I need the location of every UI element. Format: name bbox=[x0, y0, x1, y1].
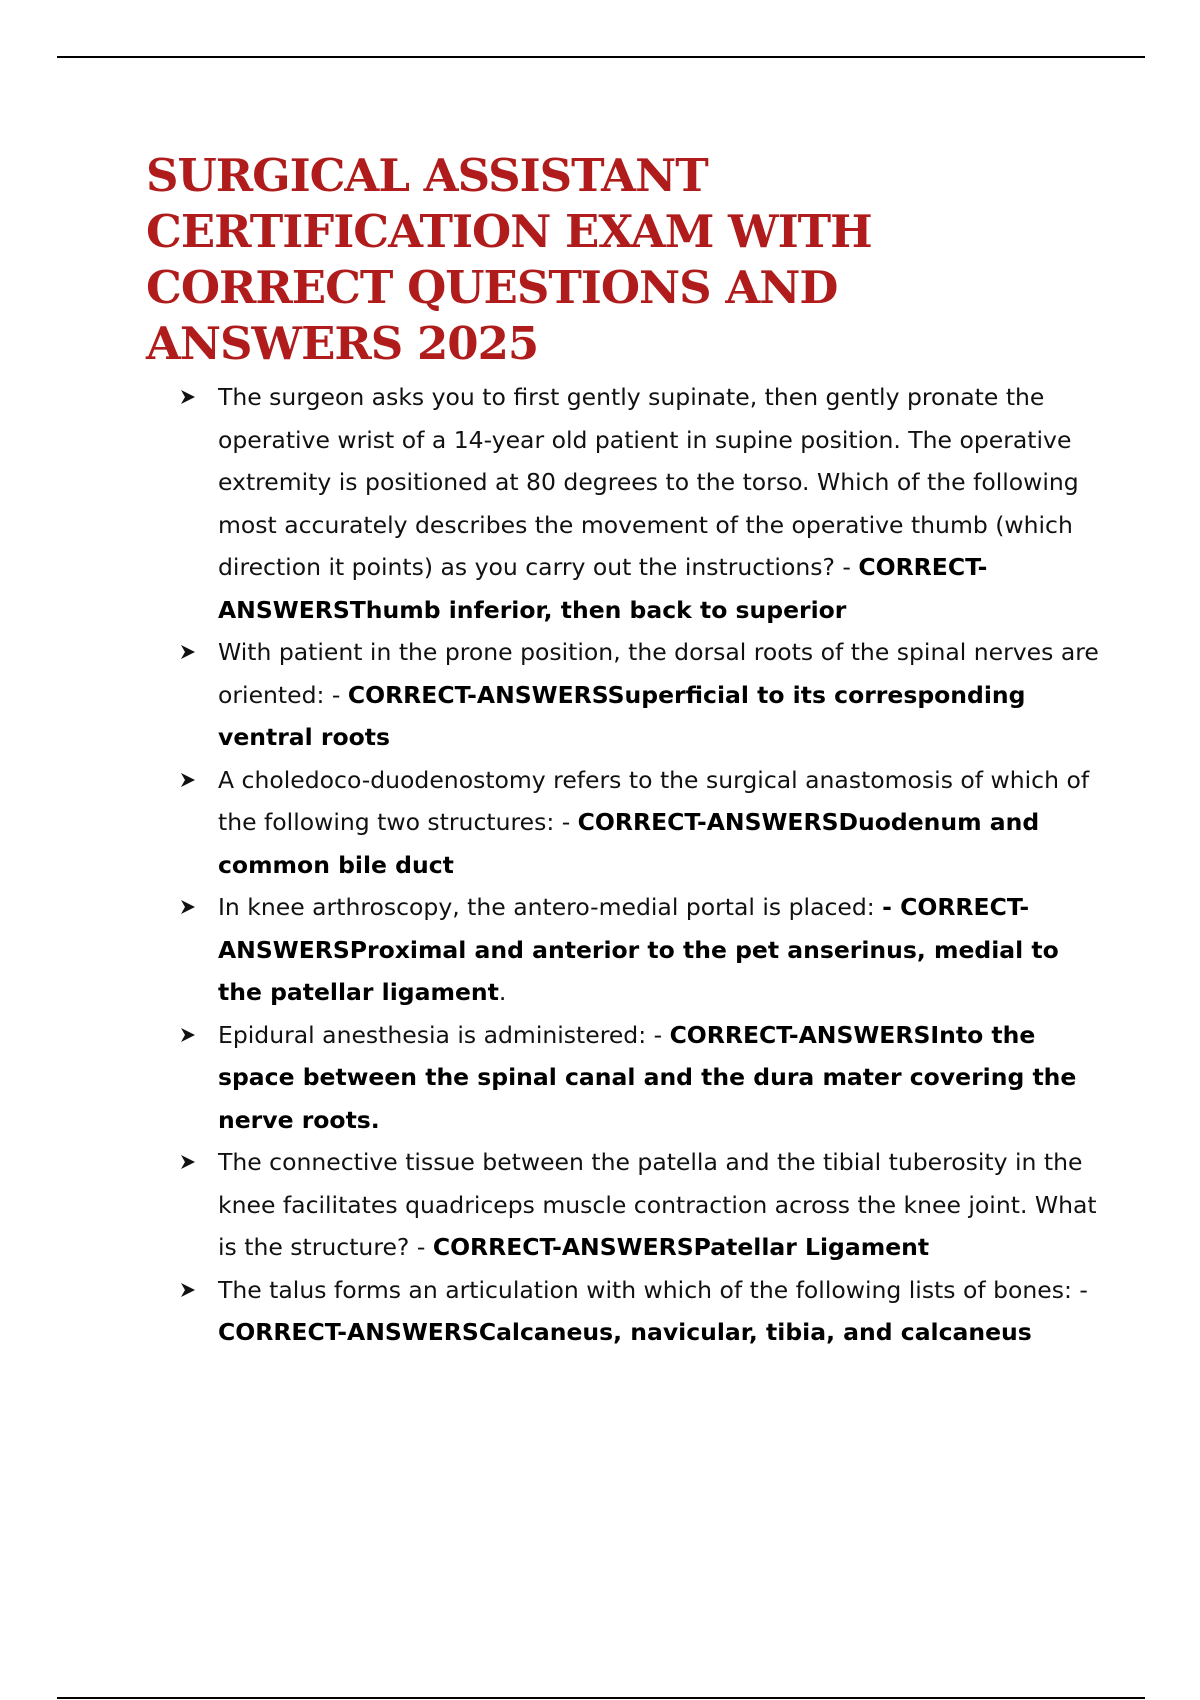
answer-text: CORRECT-ANSWERSInto the space between the spinal canal and the dura mater covering the nerve roots. bbox=[218, 1020, 1077, 1134]
qa-item-3 bbox=[180, 759, 1100, 887]
question-text: In knee arthroscopy, the antero-medial portal is placed: bbox=[218, 893, 883, 921]
qa-item-4 bbox=[180, 886, 1100, 1014]
qa-item-6 bbox=[180, 1141, 1100, 1269]
answer-text: CORRECT-ANSWERSDuodenum and common bile duct bbox=[218, 808, 1040, 879]
qa-item-1 bbox=[180, 376, 1100, 631]
qa-list bbox=[180, 376, 1100, 1354]
answer-text: CORRECT-ANSWERSSuperficial to its corresponding ventral roots bbox=[218, 680, 1026, 751]
question-text: Epidural anesthesia is administered: - bbox=[218, 1020, 670, 1049]
question-text: With patient in the prone position, the dorsal roots of the spinal nerves are oriented: - bbox=[218, 638, 1099, 709]
question-text: A choledoco-duodenostomy refers to the surgical anastomosis of which of the following two structures: - bbox=[218, 765, 1090, 836]
arrowhead-bullet-icon bbox=[180, 644, 196, 660]
arrowhead-bullet-icon bbox=[180, 1282, 196, 1298]
question-text: The surgeon asks you to first gently supinate, then gently pronate the operative wrist of a 14-year old patient in supine position. The operative extremity is positioned at 80 degrees to the torso. Which of the following most accurately describes the movement of the operative thumb (which direction it points) as you carry out the instructions? - bbox=[218, 383, 1079, 581]
arrowhead-bullet-icon bbox=[180, 389, 196, 405]
qa-item-5 bbox=[180, 1014, 1100, 1142]
arrowhead-bullet-icon bbox=[180, 899, 196, 915]
arrowhead-bullet-icon bbox=[180, 1154, 196, 1170]
top-rule bbox=[57, 56, 1145, 58]
answer-text: CORRECT-ANSWERSCalcaneus, navicular, tibia, and calcaneus bbox=[218, 1318, 1032, 1346]
qa-item-7 bbox=[180, 1269, 1100, 1354]
answer-text: CORRECT-ANSWERSPatellar Ligament bbox=[432, 1233, 930, 1261]
answer-text: CORRECT-ANSWERSThumb inferior, then back to superior bbox=[218, 553, 988, 624]
bottom-rule bbox=[57, 1697, 1145, 1699]
question-text: The talus forms an articulation with which of the following lists of bones: - bbox=[218, 1275, 1088, 1304]
question-text: The connective tissue between the patella and the tibial tuberosity in the knee facilitates quadriceps muscle contraction across the knee joint. What is the structure? - bbox=[218, 1148, 1097, 1261]
answer-suffix: . bbox=[498, 978, 507, 1006]
qa-item-2 bbox=[180, 631, 1100, 759]
arrowhead-bullet-icon bbox=[180, 1027, 196, 1043]
document-title: SURGICAL ASSISTANT CERTIFICATION EXAM WITH CORRECT QUESTIONS AND ANSWERS 2025 bbox=[146, 149, 872, 370]
arrowhead-bullet-icon bbox=[180, 772, 196, 788]
answer-text: - CORRECT-ANSWERSProximal and anterior to the pet anserinus, medial to the patellar ligament bbox=[218, 893, 1059, 1006]
